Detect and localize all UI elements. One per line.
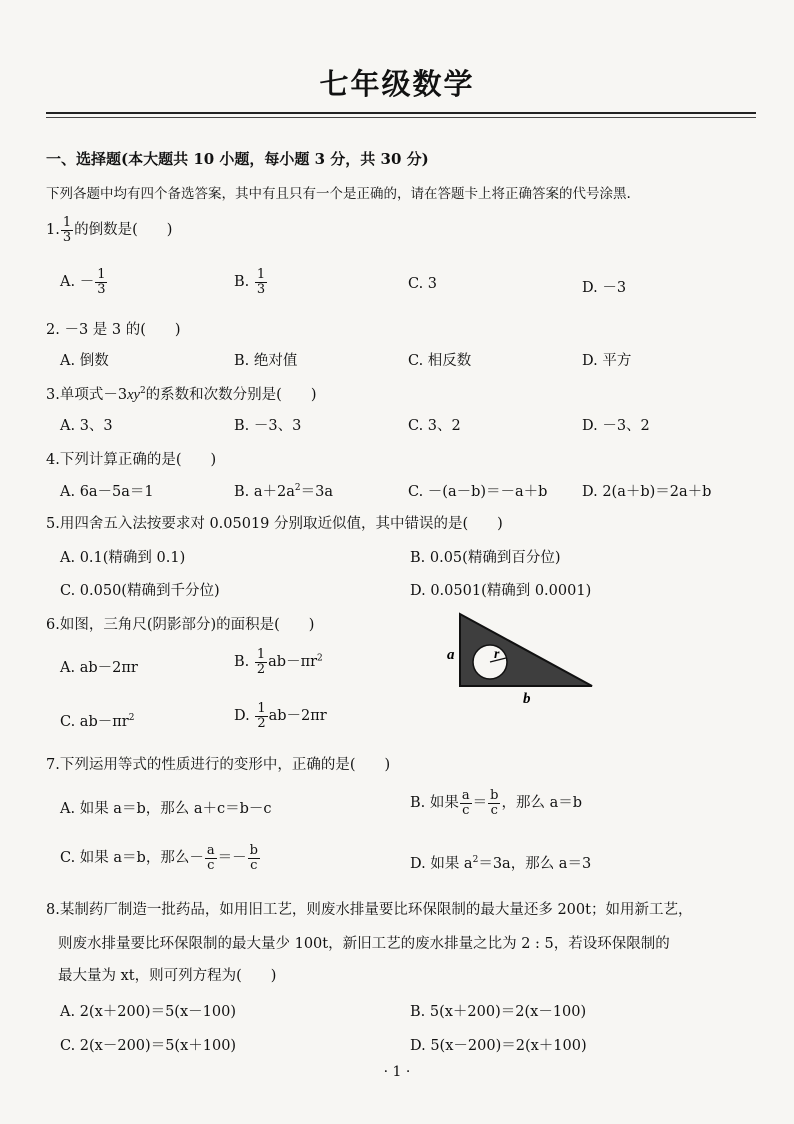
q1-option-c[interactable]: C. 3 xyxy=(408,276,438,292)
question-8-line-3: 最大量为 xt，则可列方程为( ) xyxy=(58,968,277,984)
triangle-ruler-figure xyxy=(440,606,610,706)
q5-option-d[interactable]: D. 0.0501(精确到 0.0001) xyxy=(410,583,592,599)
q2-option-a[interactable]: A. 倒数 xyxy=(60,353,109,369)
q3-option-b[interactable]: B. －3、3 xyxy=(234,418,302,434)
q7-option-d[interactable]: D. 如果 $a^2=3a$，那么 a＝3 xyxy=(410,855,592,872)
question-4-stem: 4.下列计算正确的是( ) xyxy=(46,452,217,468)
q6-option-c[interactable]: C. $ab-\pi r^2$ xyxy=(60,713,135,730)
q4-option-d[interactable]: D. 2(a＋b)＝2a＋b xyxy=(582,484,712,500)
section-instruction: 下列各题中均有四个备选答案，其中有且只有一个是正确的，请在答题卡上将正确答案的代号涂黑. xyxy=(46,186,631,202)
q8-option-c[interactable]: C. 2(x－200)＝5(x＋100) xyxy=(60,1038,237,1054)
label-a: a xyxy=(447,647,455,663)
q7-option-a[interactable]: A. 如果 a＝b，那么 a＋c＝b－c xyxy=(60,801,272,817)
q7-option-c[interactable]: C. 如果 a＝b，那么－ $\frac{a}{c}$ ＝－ $\frac{b}{c}$ xyxy=(60,843,258,873)
question-6-stem: 6.如图，三角尺(阴影部分)的面积是( ) xyxy=(46,617,315,633)
q4-option-b[interactable]: B. $a+2a^2=3a$ xyxy=(234,483,333,500)
q5-option-b[interactable]: B. 0.05(精确到百分位) xyxy=(410,550,561,566)
q3-option-d[interactable]: D. －3、2 xyxy=(582,418,650,434)
question-3-stem: 3.单项式$-3xy^2$的系数和次数分别是( ) xyxy=(46,386,317,403)
question-2-stem: 2. －3 是 3 的( ) xyxy=(46,322,181,338)
q1-option-a[interactable]: A. － $\frac{1}{3}$ xyxy=(60,267,106,297)
q1-option-d[interactable]: D. －3 xyxy=(582,280,627,296)
q2-option-b[interactable]: B. 绝对值 xyxy=(234,353,298,369)
q2-option-c[interactable]: C. 相反数 xyxy=(408,353,472,369)
q6-option-b[interactable]: B. $\frac{1}{2}$ $ab-\pi r^2$ xyxy=(234,647,323,677)
q3-option-a[interactable]: A. 3、3 xyxy=(60,418,113,434)
fraction: $\frac{1}{3}$ xyxy=(62,215,72,245)
label-b: b xyxy=(523,691,531,706)
title-rule-thin xyxy=(46,117,756,118)
q7-option-b[interactable]: B. 如果 $\frac{a}{c}$ ＝ $\frac{b}{c}$ ，那么 a＝b xyxy=(410,788,583,818)
page-number: · 1 · xyxy=(383,1064,411,1080)
q5-option-a[interactable]: A. 0.1(精确到 0.1) xyxy=(60,550,186,566)
q4-option-c[interactable]: C. －(a－b)＝－a＋b xyxy=(408,484,548,500)
title-rule-thick xyxy=(46,112,756,114)
q8-option-b[interactable]: B. 5(x＋200)＝2(x－100) xyxy=(410,1004,587,1020)
q3-option-c[interactable]: C. 3、2 xyxy=(408,418,461,434)
question-8-line-2: 则废水排量要比环保限制的最大量少 100t，新旧工艺的废水排量之比为 2 : 5，若设环保限制的 xyxy=(58,936,670,952)
section-heading: 一、选择题(本大题共 10 小题，每小题 3 分，共 30 分) xyxy=(46,150,429,168)
question-7-stem: 7.下列运用等式的性质进行的变形中，正确的是( ) xyxy=(46,757,391,773)
q8-option-a[interactable]: A. 2(x＋200)＝5(x－100) xyxy=(60,1004,236,1020)
q8-option-d[interactable]: D. 5(x－200)＝2(x＋100) xyxy=(410,1038,587,1054)
q4-option-a[interactable]: A. 6a－5a＝1 xyxy=(60,484,154,500)
q6-option-a[interactable]: A. ab－2πr xyxy=(60,660,138,676)
label-r: r xyxy=(494,647,500,662)
question-5-stem: 5.用四舍五入法按要求对 0.05019 分别取近似值，其中错误的是( ) xyxy=(46,516,503,532)
q1-option-b[interactable]: B. $\frac{1}{3}$ xyxy=(234,267,266,297)
question-8-line-1: 8.某制药厂制造一批药品，如用旧工艺，则废水排量要比环保限制的最大量还多 200t；如用新工艺， xyxy=(46,902,693,918)
question-1-stem: 1. $\frac{1}{3}$ 的倒数是( ) xyxy=(46,215,173,245)
q2-option-d[interactable]: D. 平方 xyxy=(582,353,632,369)
page-title: 七年级数学 xyxy=(319,67,475,101)
q5-option-c[interactable]: C. 0.050(精确到千分位) xyxy=(60,583,220,599)
q6-option-d[interactable]: D. $\frac{1}{2}$ ab－2πr xyxy=(234,701,327,731)
